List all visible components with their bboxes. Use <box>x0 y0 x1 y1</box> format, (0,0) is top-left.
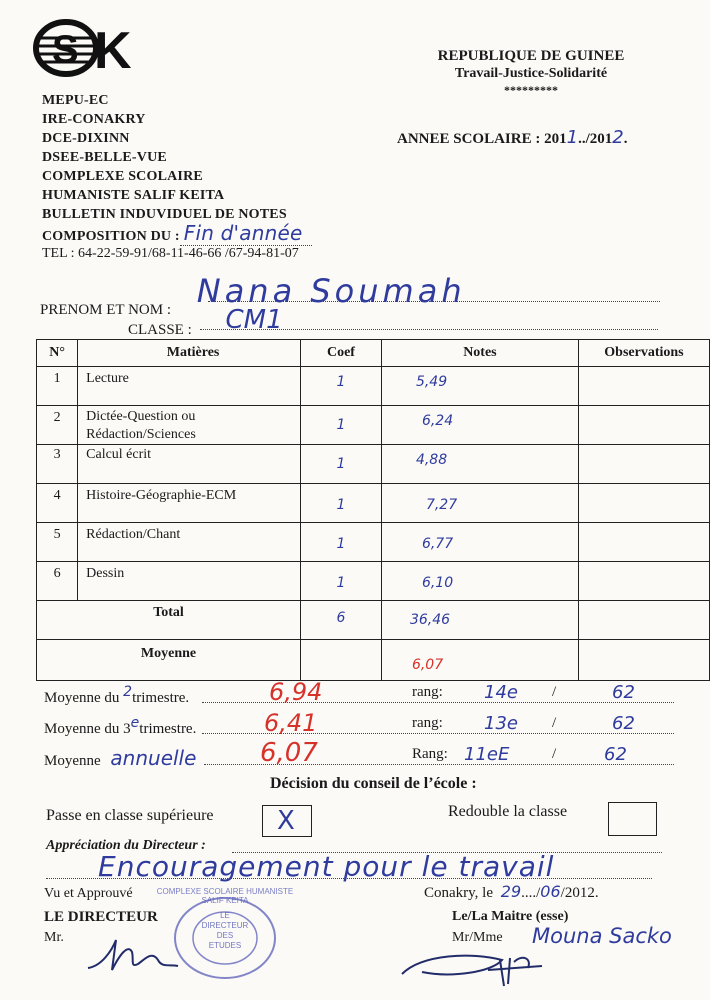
repeat-checkbox[interactable] <box>608 802 657 836</box>
row-note: 6,10 <box>381 562 578 601</box>
table-row <box>37 445 710 484</box>
average-value: 6,07 <box>260 738 318 768</box>
table-row <box>37 523 710 562</box>
org-line: HUMANISTE SALIF KEITA <box>42 188 225 203</box>
row-number: 6 <box>37 562 78 601</box>
bulletin-title: BULLETIN INDUVIDUEL DE NOTES <box>42 207 287 222</box>
grades-table <box>36 339 710 681</box>
class-line <box>128 305 658 338</box>
rank-total: 62 <box>604 744 627 765</box>
table-row <box>37 406 710 445</box>
average-line-2: Moyenne du 3etrimestre. 6,41 rang: 13e / 62 <box>44 715 674 739</box>
rank-total: 62 <box>612 713 635 734</box>
rank-value: 11eE <box>464 744 510 765</box>
total-note: 36,46 <box>381 601 578 640</box>
school-logo <box>30 16 148 80</box>
republic-header <box>400 48 662 99</box>
average-line-annual: Moyenne annuelle 6,07 Rang: 11eE / 62 <box>44 746 674 770</box>
row-subject: Histoire-Géographie-ECM <box>78 484 301 523</box>
row-coef: 1 <box>301 445 382 484</box>
row-observation <box>578 406 709 445</box>
row-subject: Dessin <box>78 562 301 601</box>
moyenne-value: 6,07 <box>381 640 578 681</box>
row-observation <box>578 484 709 523</box>
rank-total: 62 <box>612 682 635 703</box>
teacher-name: Mouna Sacko <box>532 924 672 948</box>
col-header-observations: Observations <box>578 340 709 367</box>
teacher-title: Le/La Maitre (esse) <box>452 909 569 924</box>
appreciation-value: Encouragement pour le travail <box>98 850 555 883</box>
row-subject: Dictée-Question ou Rédaction/Sciences <box>78 406 301 445</box>
total-label: Total <box>37 601 301 640</box>
col-header-coef: Coef <box>301 340 382 367</box>
moyenne-label: Moyenne <box>37 640 301 681</box>
stamp-ring-text: COMPLEXE SCOLAIRE HUMANISTE SALIF KEITA <box>156 887 294 905</box>
svg-text:S: S <box>52 28 79 72</box>
row-observation <box>578 523 709 562</box>
student-name: Nana Soumah <box>196 272 466 310</box>
average-line-1: Moyenne du $^2$trimestre. 6,94 rang: 14e / 62 <box>44 684 674 708</box>
average-value: 6,94 <box>269 678 323 706</box>
repeat-label: Redouble la classe <box>448 803 568 820</box>
row-subject: Calcul écrit <box>78 445 301 484</box>
org-line: MEPU-EC <box>42 93 109 108</box>
place-date: Conakry, le 29..../06/2012. <box>424 882 599 901</box>
row-coef: 1 <box>301 484 382 523</box>
moyenne-row <box>37 640 710 681</box>
average-value: 6,41 <box>264 709 318 737</box>
row-observation <box>578 562 709 601</box>
school-year: ANNEE SCOLAIRE : 2011../2012. <box>397 127 628 148</box>
pass-label: Passe en classe supérieure <box>46 807 214 824</box>
class-value: CM1 <box>225 305 283 335</box>
row-observation <box>578 445 709 484</box>
director-signature <box>82 930 202 980</box>
row-subject: Lecture <box>78 367 301 406</box>
row-coef: 1 <box>301 367 382 406</box>
composition-value: Fin d'année <box>180 221 313 246</box>
org-line: DSEE-BELLE-VUE <box>42 150 167 165</box>
total-coef: 6 <box>301 601 382 640</box>
teacher-signature <box>392 944 552 994</box>
table-row <box>37 367 710 406</box>
telephone: TEL : 64-22-59-91/68-11-46-66 /67-94-81-07 <box>42 246 299 261</box>
class-label: CLASSE : <box>128 322 192 338</box>
row-number: 2 <box>37 406 78 445</box>
org-line: IRE-CONAKRY <box>42 112 146 127</box>
rank-value: 14e <box>484 682 518 703</box>
republic-title: REPUBLIQUE DE GUINEE <box>437 48 625 64</box>
row-number: 4 <box>37 484 78 523</box>
table-row <box>37 484 710 523</box>
org-line: DCE-DIXINN <box>42 131 130 146</box>
decision-title: Décision du conseil de l’école : <box>270 775 477 792</box>
director-title: LE DIRECTEUR <box>44 909 158 925</box>
row-note: 6,24 <box>381 406 578 445</box>
row-number: 5 <box>37 523 78 562</box>
row-note: 6,77 <box>381 523 578 562</box>
org-line: COMPLEXE SCOLAIRE <box>42 169 203 184</box>
row-note: 7,27 <box>381 484 578 523</box>
total-row <box>37 601 710 640</box>
motto: Travail-Justice-Solidarité <box>454 66 608 81</box>
col-header-subject: Matières <box>78 340 301 367</box>
row-coef: 1 <box>301 562 382 601</box>
row-coef: 1 <box>301 523 382 562</box>
pass-checkbox[interactable] <box>262 805 312 837</box>
table-row <box>37 562 710 601</box>
row-observation <box>578 367 709 406</box>
pass-checkmark: X <box>277 806 295 836</box>
col-header-number: N° <box>37 340 78 367</box>
row-note: 4,88 <box>381 445 578 484</box>
row-coef: 1 <box>301 406 382 445</box>
director-mr: Mr. <box>44 930 64 945</box>
approved-label: Vu et Approuvé <box>44 886 133 901</box>
row-note: 5,49 <box>381 367 578 406</box>
teacher-mr: Mr/Mme <box>452 930 503 945</box>
col-header-notes: Notes <box>381 340 578 367</box>
org-lines <box>42 91 312 246</box>
svg-text:K: K <box>94 22 132 80</box>
row-number: 3 <box>37 445 78 484</box>
composition-label: COMPOSITION DU : <box>42 229 180 244</box>
row-number: 1 <box>37 367 78 406</box>
rank-value: 13e <box>484 713 518 734</box>
stamp-center: LE DIRECTEUR DES ETUDES <box>201 911 249 950</box>
row-subject: Rédaction/Chant <box>78 523 301 562</box>
table-header-row <box>37 340 710 367</box>
composition-line <box>42 221 312 246</box>
appreciation-label: Appréciation du Directeur : <box>46 838 206 853</box>
stars: ********* <box>504 83 558 97</box>
name-label: PRENOM ET NOM : <box>40 302 171 318</box>
